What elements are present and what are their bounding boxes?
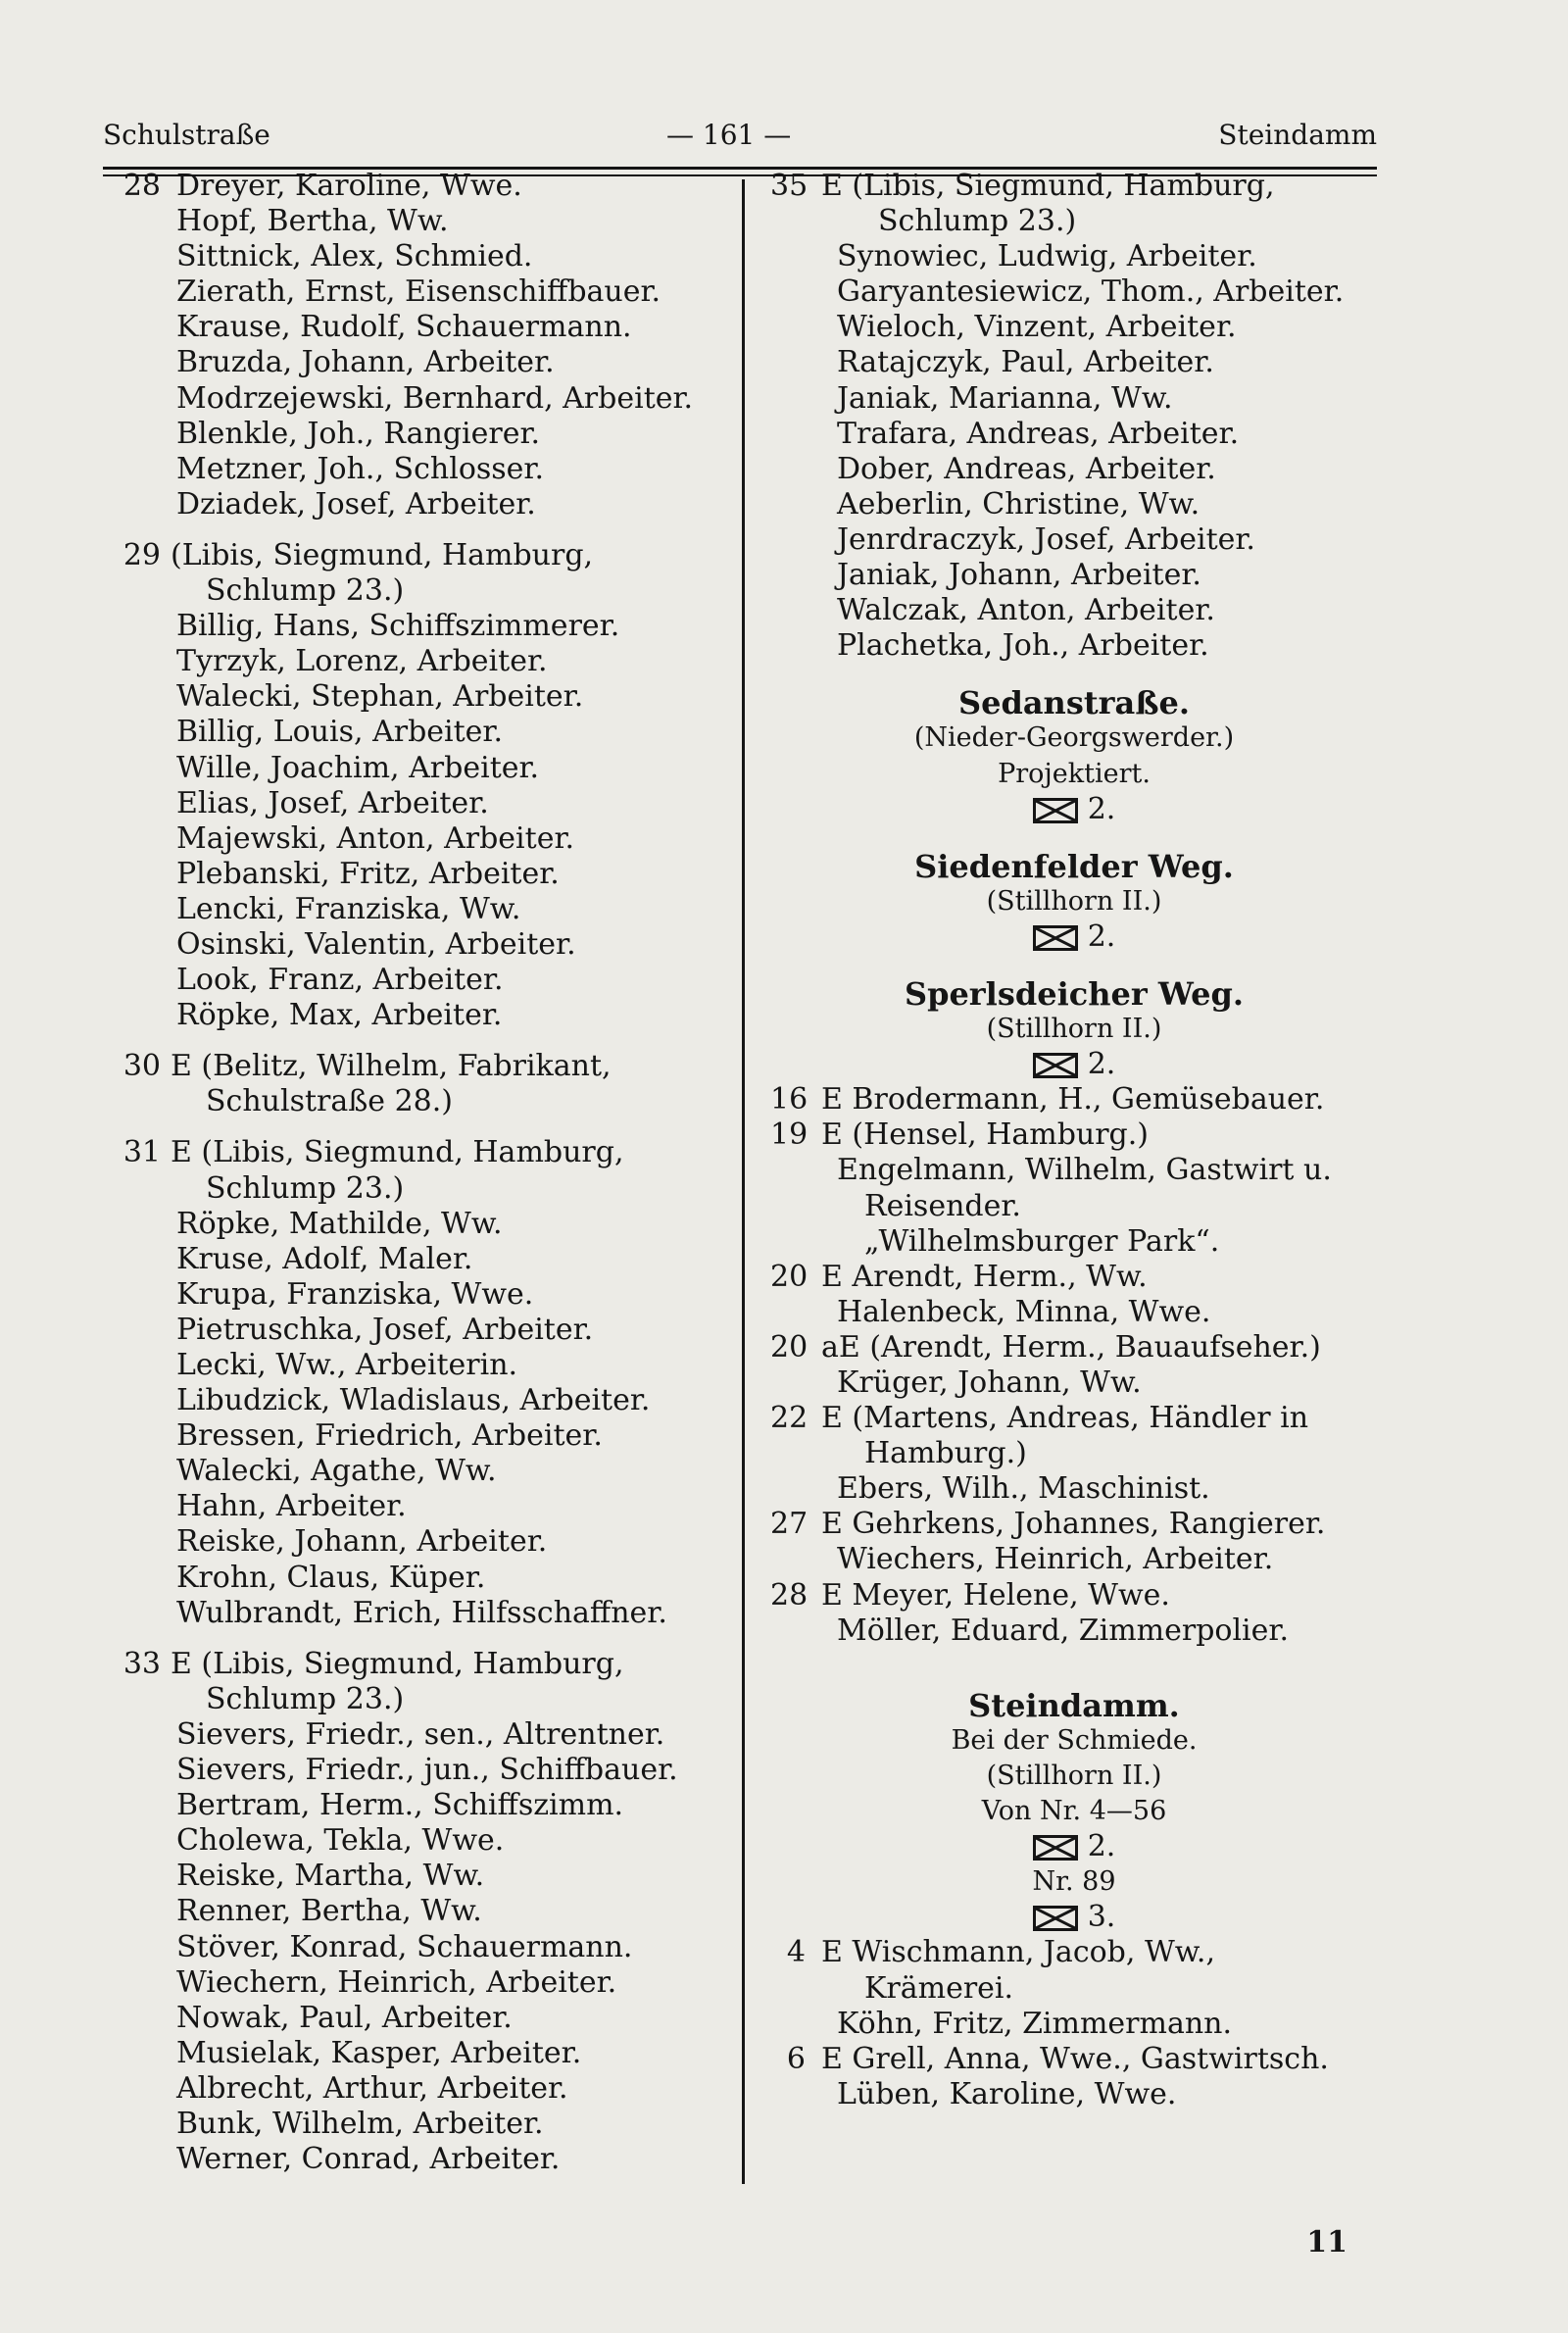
page-number: — 161 — — [666, 119, 792, 151]
entry-28: 28 E Meyer, Helene, Wwe. Möller, Eduard, Zimmerpolier. — [770, 1577, 1289, 1648]
page-header — [103, 116, 1377, 155]
section-sub: (Nieder-Georgswerder.) — [913, 722, 1235, 754]
entry-30: 30 E (Belitz, Wilhelm, Fabrikant, Schulstraße 28.) — [122, 1049, 612, 1119]
entry-35: 35 E (Libis, Siegmund, Hamburg, Schlump 23.) Synowiec, Ludwig, Arbeiter. Garyantesiewicz, Thom., Arbeiter. Wieloch, Vinzent, Arbeiter. Ratajczyk, Paul, Arbeiter. Janiak, Marianna, Ww. Trafara, Andreas, Arbeiter. Dober, Andreas, Arbeiter. Aeberlin, Christine, Ww. Jenrdraczyk, Josef, Arbeiter. Janiak, Johann, Arbeiter. Walczak, Anton, Arbeiter. Plachetka, Joh., Arbeiter. — [770, 169, 1345, 664]
header-left: Schulstraße — [103, 119, 270, 151]
entry-6: 6 E Grell, Anna, Wwe., Gastwirtsch. Lüben, Karoline, Wwe. — [786, 2041, 1329, 2111]
entry-20: 20 E Arendt, Herm., Ww. Halenbeck, Minna, Wwe. — [770, 1259, 1211, 1329]
header-right: Steindamm — [1218, 119, 1377, 151]
section-sub: (Stillhorn II.) — [986, 1014, 1162, 1045]
entry-29: 29 (Libis, Siegmund, Hamburg, Schlump 23.) Billig, Hans, Schiffszimmerer. Tyrzyk, Lorenz, Arbeiter. Walecki, Stephan, Arbeiter. Billig, Louis, Arbeiter. Wille, Joachim, Arbeiter. Elias, Josef, Arbeiter. Majewski, Anton, Arbeiter. Plebanski, Fritz, Arbeiter. Lencki, Franziska, Ww. Osinski, Valentin, Arbeiter. Look, Franz, Arbeiter. Röpke, Max, Arbeiter. — [122, 537, 620, 1033]
entry-28: 28 Dreyer, Karoline, Wwe. Hopf, Bertha, Ww. Sittnick, Alex, Schmied. Zierath, Ernst, Eisenschiffbauer. Krause, Rudolf, Schauermann. Bruzda, Johann, Arbeiter. Modrzejewski, Bernhard, Arbeiter. Blenkle, Joh., Rangierer. Metzner, Joh., Schlosser. Dziadek, Josef, Arbeiter. — [122, 169, 694, 521]
right-column — [770, 169, 1378, 2112]
footer-number: 11 — [1306, 2225, 1348, 2259]
column-divider — [742, 179, 745, 2184]
section-sub: Von Nr. 4—56 — [981, 1796, 1167, 1827]
postal-district: 2. — [770, 1047, 1378, 1082]
postal-district: 2. — [770, 1829, 1378, 1864]
envelope-icon — [1033, 1053, 1078, 1078]
section-sub: Nr. 89 — [1032, 1866, 1116, 1898]
postal-district: 2. — [770, 792, 1378, 827]
section-sub: (Stillhorn II.) — [986, 1760, 1162, 1791]
envelope-icon — [1033, 798, 1078, 823]
postal-district: 3. — [770, 1900, 1378, 1935]
entry-22: 22 E (Martens, Andreas, Händler in Hamburg.) Ebers, Wilh., Maschinist. — [770, 1401, 1309, 1507]
envelope-icon — [1033, 1906, 1078, 1931]
entry-4: 4 E Wischmann, Jacob, Ww., Krämerei. Köhn, Fritz, Zimmermann. — [786, 1935, 1233, 2041]
section-title-siedenfelder-weg: Siedenfelder Weg. — [914, 847, 1234, 885]
section-title-sperlsdeicher-weg: Sperlsdeicher Weg. — [904, 974, 1245, 1013]
entry-20a: 20 aE (Arendt, Herm., Bauaufseher.) Krüger, Johann, Ww. — [770, 1329, 1321, 1400]
entry-16: 16 E Brodermann, H., Gemüsebauer. — [770, 1082, 1325, 1117]
section-sub: Projektiert. — [998, 758, 1151, 789]
postal-district: 2. — [770, 919, 1378, 955]
section-title-steindamm: Steindamm. — [968, 1686, 1180, 1724]
entry-33: 33 E (Libis, Siegmund, Hamburg, Schlump 23.) Sievers, Friedr., sen., Altrentner. Sievers, Friedr., jun., Schiffbauer. Bertram, Herm., Schiffszimm. Cholewa, Tekla, Wwe. Reiske, Martha, Ww. Renner, Bertha, Ww. Stöver, Konrad, Schauermann. Wiechern, Heinrich, Arbeiter. Nowak, Paul, Arbeiter. Musielak, Kasper, Arbeiter. Albrecht, Arthur, Arbeiter. Bunk, Wilhelm, Arbeiter. Werner, Conrad, Arbeiter. — [122, 1646, 678, 2177]
entry-19: 19 E (Hensel, Hamburg.) Engelmann, Wilhelm, Gastwirt u. Reisender. „Wilhelmsburger Park“. — [770, 1117, 1332, 1259]
entry-27: 27 E Gehrkens, Johannes, Rangierer. Wiechers, Heinrich, Arbeiter. — [770, 1507, 1326, 1577]
entry-31: 31 E (Libis, Siegmund, Hamburg, Schlump 23.) Röpke, Mathilde, Ww. Kruse, Adolf, Maler. Krupa, Franziska, Wwe. Pietruschka, Josef, Arbeiter. Lecki, Ww., Arbeiterin. Libudzick, Wladislaus, Arbeiter. Bressen, Friedrich, Arbeiter. Walecki, Agathe, Ww. Hahn, Arbeiter. Reiske, Johann, Arbeiter. Krohn, Claus, Küper. Wulbrandt, Erich, Hilfsschaffner. — [122, 1135, 667, 1630]
left-column — [106, 169, 733, 2177]
envelope-icon — [1033, 1835, 1078, 1861]
section-title-sedanstrasse: Sedanstraße. — [957, 684, 1191, 722]
section-sub: Bei der Schmiede. — [951, 1724, 1198, 1756]
section-sub: (Stillhorn II.) — [986, 885, 1162, 917]
envelope-icon — [1033, 925, 1078, 951]
